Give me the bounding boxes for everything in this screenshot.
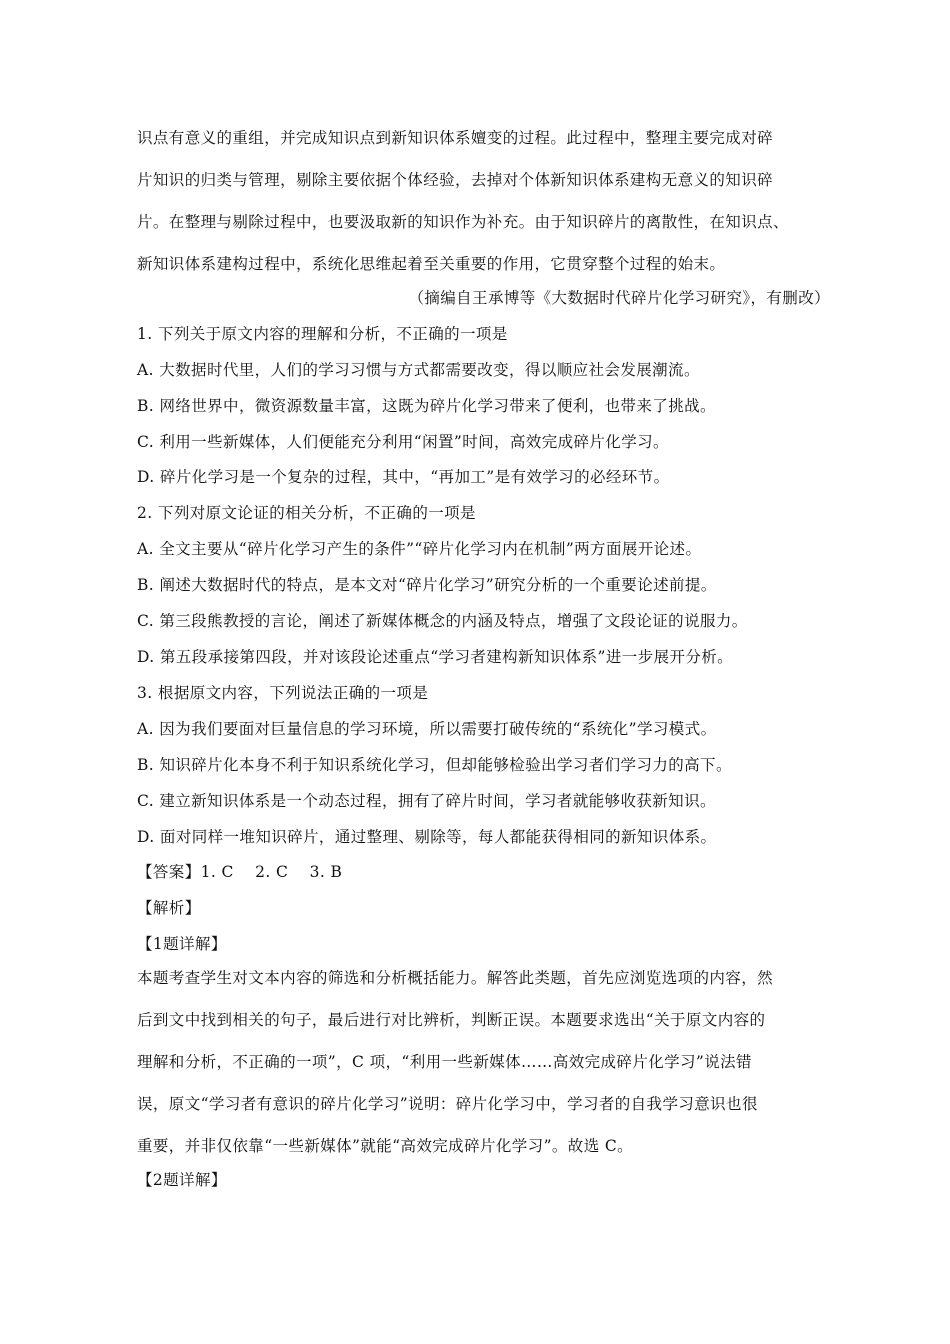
passage-line: 识点有意义的重组，并完成知识点到新知识体系嬗变的过程。此过程中，整理主要完成对碎 bbox=[137, 129, 774, 147]
question-option: B. 网络世界中，微资源数量丰富，这既为碎片化学习带来了便利，也带来了挑战。 bbox=[137, 397, 716, 415]
question-option: A. 全文主要从“碎片化学习产生的条件”“碎片化学习内在机制”两方面展开论述。 bbox=[137, 540, 702, 558]
q1-explanation-line: 重要，并非仅依靠“一些新媒体”就能“高效完成碎片化学习”。故选 C。 bbox=[137, 1137, 634, 1155]
passage-line: 片知识的归类与管理，剔除主要依据个体经验，去掉对个体新知识体系建构无意义的知识碎 bbox=[137, 171, 774, 189]
question-option: C. 第三段熊教授的言论，阐述了新媒体概念的内涵及特点，增强了文段论证的说服力。 bbox=[137, 612, 748, 630]
question-option: A. 因为我们要面对巨量信息的学习环境，所以需要打破传统的“系统化”学习模式。 bbox=[137, 720, 717, 738]
question-option: A. 大数据时代里，人们的学习习惯与方式都需要改变，得以顺应社会发展潮流。 bbox=[137, 361, 700, 379]
answer-line: 【答案】1. C 2. C 3. B bbox=[137, 863, 343, 881]
q1-explanation-line: 本题考查学生对文本内容的筛选和分析概括能力。解答此类题，首先应浏览选项的内容，然 bbox=[137, 969, 774, 987]
question-option: B. 知识碎片化本身不利于知识系统化学习，但却能够检验出学习者们学习力的高下。 bbox=[137, 756, 732, 774]
q1-explanation-line: 理解和分析，不正确的一项”，C 项，“利用一些新媒体……高效完成碎片化学习”说法错 bbox=[137, 1053, 752, 1071]
analysis-heading: 【解析】 bbox=[137, 899, 201, 917]
q1-explanation-line: 后到文中找到相关的句子，最后进行对比辨析，判断正误。本题要求选出“关于原文内容的 bbox=[137, 1011, 766, 1029]
question-option: D. 第五段承接第四段，并对该段论述重点“学习者建构新知识体系”进一步展开分析。 bbox=[137, 648, 734, 666]
question-stem: 1. 下列关于原文内容的理解和分析，不正确的一项是 bbox=[137, 325, 508, 343]
q2-heading: 【2题详解】 bbox=[137, 1171, 227, 1189]
q1-explanation-line: 误，原文“学习者有意识的碎片化学习”说明：碎片化学习中，学习者的自我学习意识也很 bbox=[137, 1095, 758, 1113]
question-option: B. 阐述大数据时代的特点，是本文对“碎片化学习”研究分析的一个重要论述前提。 bbox=[137, 576, 717, 594]
question-option: C. 利用一些新媒体，人们便能充分利用“闲置”时间，高效完成碎片化学习。 bbox=[137, 433, 669, 451]
question-stem: 3. 根据原文内容，下列说法正确的一项是 bbox=[137, 684, 429, 702]
question-option: D. 碎片化学习是一个复杂的过程，其中，“再加工”是有效学习的必经环节。 bbox=[137, 468, 670, 486]
passage-line: 片。在整理与剔除过程中，也要汲取新的知识作为补充。由于知识碎片的离散性，在知识点、 bbox=[137, 213, 789, 231]
question-option: C. 建立新知识体系是一个动态过程，拥有了碎片时间，学习者就能够收获新知识。 bbox=[137, 792, 716, 810]
question-stem: 2. 下列对原文论证的相关分析，不正确的一项是 bbox=[137, 504, 476, 522]
passage-line: 新知识体系建构过程中，系统化思维起着至关重要的作用，它贯穿整个过程的始末。 bbox=[137, 255, 726, 273]
q1-heading: 【1题详解】 bbox=[137, 935, 227, 953]
source-citation: （摘编自王承博等《大数据时代碎片化学习研究》，有删改） bbox=[408, 289, 830, 307]
question-option: D. 面对同样一堆知识碎片，通过整理、剔除等，每人都能获得相同的新知识体系。 bbox=[137, 828, 717, 846]
